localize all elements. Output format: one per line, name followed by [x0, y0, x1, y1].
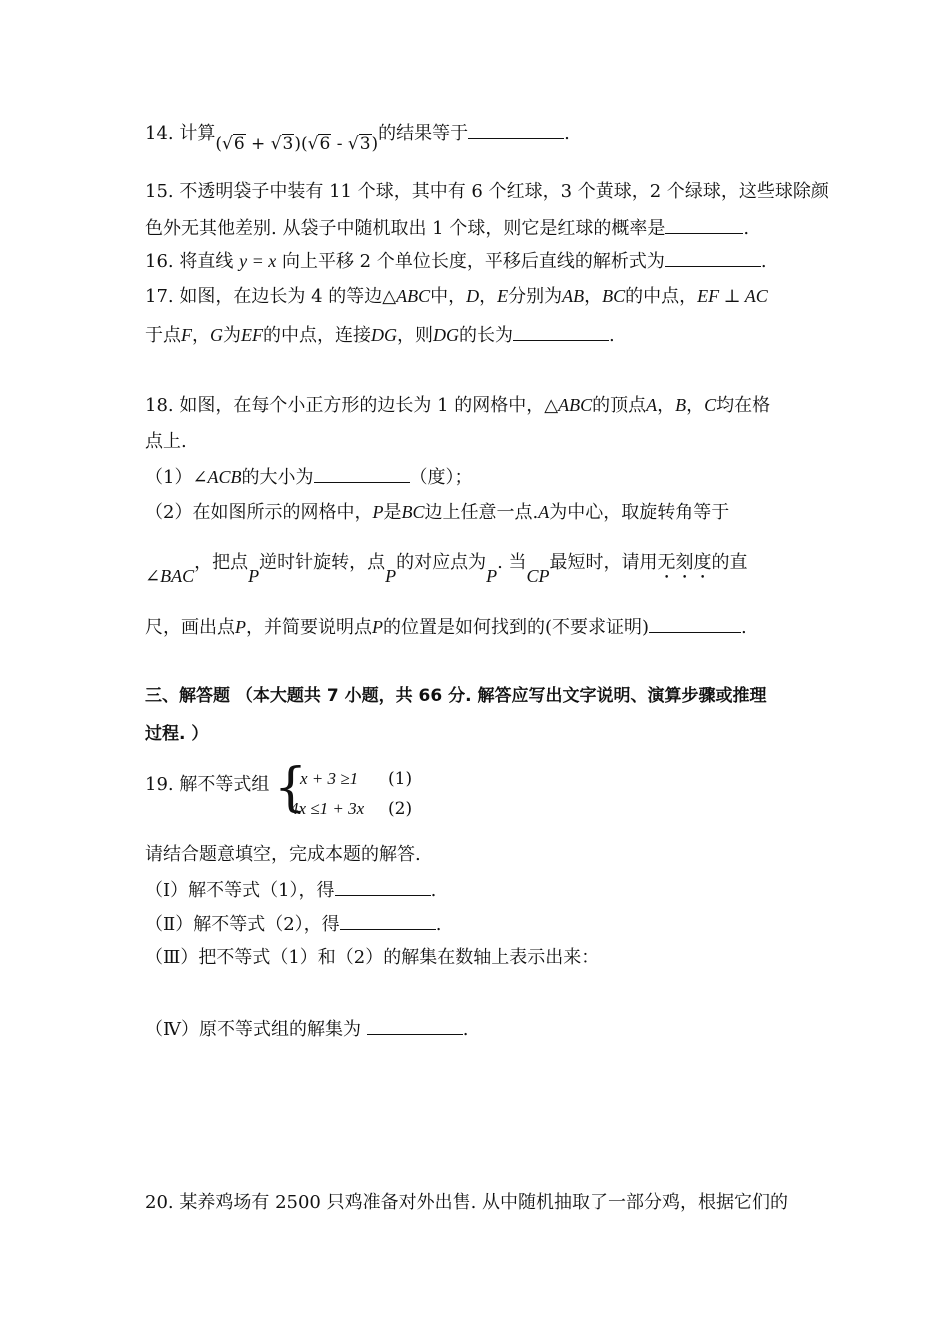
answer-blank[interactable]: [367, 1016, 463, 1035]
question-18-part-2-line-1: （2）在如图所示的网格中，P是BC边上任意一点.A为中心，取旋转角等于: [145, 502, 730, 523]
question-19-intro: 请结合题意填空，完成本题的解答.: [145, 844, 421, 865]
q14-suffix: 的结果等于: [378, 123, 469, 144]
emphasis-text: 无刻度: [657, 552, 712, 573]
section-3-heading-line-2: 过程. ）: [145, 724, 209, 744]
question-15-line-2: 色外无其他差别. 从袋子中随机取出 1 个球，则它是红球的概率是 .: [145, 215, 749, 241]
answer-blank[interactable]: [340, 911, 436, 930]
question-14: 14. 计算(√6 + √3)(√6 - √3)的结果等于 .: [145, 120, 570, 146]
question-19-step-2: （Ⅱ）解不等式（2），得 .: [145, 911, 441, 937]
answer-blank[interactable]: [649, 614, 741, 633]
answer-blank[interactable]: [314, 464, 410, 483]
question-17-line-2: 于点F，G为EF的中点，连接DG，则DG的长为 .: [145, 322, 615, 348]
equation: y = x: [239, 251, 277, 271]
q14-prefix: 14. 计算: [145, 123, 216, 144]
question-15-line-1: 15. 不透明袋子中装有 11 个球，其中有 6 个红球，3 个黄球，2 个绿球，这些球除颜: [145, 181, 829, 202]
question-18-part-2-line-3: 尺，画出点P，并简要说明点P的位置是如何找到的(不要求证明) .: [145, 614, 747, 640]
answer-blank[interactable]: [665, 215, 743, 234]
question-17-line-1: 17. 如图，在边长为 4 的等边△ABC中，D，E分别为AB，BC的中点，EF ⊥ AC: [145, 286, 768, 307]
answer-blank[interactable]: [513, 322, 609, 341]
q14-expression: (√6 + √3)(√6 - √3): [215, 134, 379, 154]
question-19-step-4: （Ⅳ）原不等式组的解集为 .: [145, 1016, 468, 1042]
question-19-step-1: （Ⅰ）解不等式（1），得 .: [145, 877, 436, 903]
inequality-1-tag: (1): [388, 769, 413, 789]
question-18-part-1: （1）∠ACB的大小为 （度）；: [145, 464, 473, 490]
inequality-1: x + 3 ≥1: [300, 769, 359, 788]
answer-blank[interactable]: [468, 120, 564, 139]
question-18-part-2-line-2: ∠BAC，把点P逆时针旋转，点P的对应点为P. 当CP最短时，请用无刻度的直: [145, 552, 748, 586]
question-20-line-1: 20. 某养鸡场有 2500 只鸡准备对外出售. 从中随机抽取了一部分鸡，根据它们的: [145, 1192, 789, 1213]
question-18-line-1: 18. 如图，在每个小正方形的边长为 1 的网格中，△ABC的顶点A，B，C均在格: [145, 395, 771, 416]
question-19-prefix: 19. 解不等式组: [145, 774, 270, 795]
answer-blank[interactable]: [665, 248, 761, 267]
answer-blank[interactable]: [335, 877, 431, 896]
inequality-2-tag: (2): [388, 799, 413, 819]
inequality-2: 4x ≤1 + 3x: [290, 799, 365, 818]
brace-icon: {: [274, 758, 308, 818]
question-18-line-2: 点上.: [145, 431, 187, 452]
question-19-step-3: （Ⅲ）把不等式（1）和（2）的解集在数轴上表示出来：: [145, 947, 600, 968]
question-16: 16. 将直线 y = x 向上平移 2 个单位长度，平移后直线的解析式为 .: [145, 248, 767, 274]
section-3-heading-line-1: 三、解答题 （本大题共 7 小题，共 66 分. 解答应写出文字说明、演算步骤或推理: [145, 686, 767, 706]
